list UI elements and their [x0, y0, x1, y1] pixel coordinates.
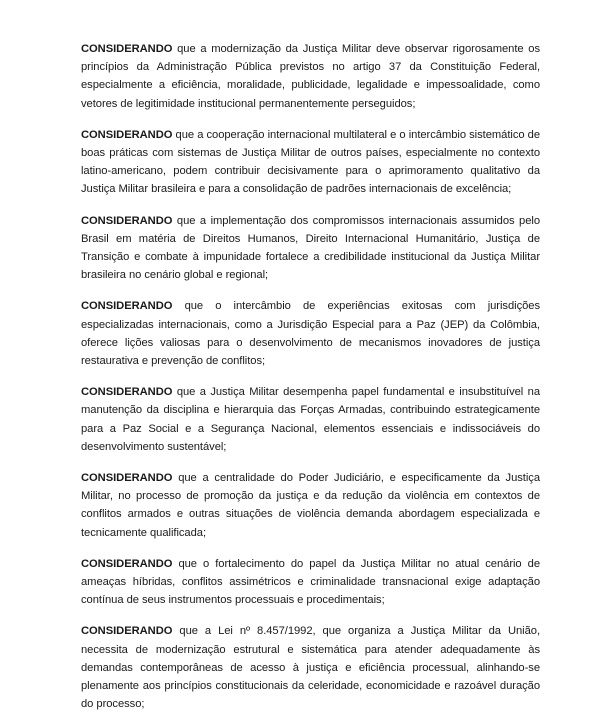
considerando-paragraph-4	[81, 297, 540, 370]
considerando-paragraph-6	[81, 469, 540, 542]
considerando-keyword: CONSIDERANDO	[81, 128, 173, 141]
paragraph-text: que o intercâmbio de experiências exitosas com jurisdições especializadas internacionais, como a Jurisdição Especial para a Paz (JEP) da Colômbia, oferece lições valiosas para o desenvolvimento de mecanismos inovadores de justiça restaurativa e prevenção de conflitos;	[81, 300, 541, 368]
considerando-keyword: CONSIDERANDO	[81, 625, 173, 638]
paragraph-text: que a implementação dos compromissos internacionais assumidos pelo Brasil em matéria de Direitos Humanos, Direito Internacional Humanitário, Justiça de Transição e combate à impunidade fortalece a credibilidade institucional da Justiça Militar brasileira no cenário global e regional;	[81, 214, 540, 282]
considerando-paragraph-8	[81, 622, 540, 713]
considerando-paragraph-5	[81, 383, 540, 456]
paragraph-text: que a Justiça Militar desempenha papel fundamental e insubstituível na manutenção da disciplina e hierarquia das Forças Armadas, contribuindo estrategicamente para a Paz Social e a Segurança Nacional, elementos essenciais e indissociáveis do desenvolvimento sustentável;	[81, 386, 540, 453]
considerando-paragraph-3	[81, 212, 540, 285]
considerando-paragraph-1	[81, 40, 540, 113]
considerando-keyword: CONSIDERANDO	[81, 300, 173, 313]
considerando-keyword: CONSIDERANDO	[81, 472, 173, 485]
paragraph-text: que o fortalecimento do papel da Justiça Militar no atual cenário de ameaças híbridas, conflitos assimétricos e criminalidade transnacional exige adaptação contínua de seus instrumentos processuais e procedimentais;	[81, 557, 540, 607]
paragraph-text: que a centralidade do Poder Judiciário, e especificamente da Justiça Militar, no processo de promoção da justiça e da redução da violência em contextos de conflitos armados e outras situações de violência demanda abordagem especializada e tecnicamente qualificada;	[81, 472, 541, 539]
paragraph-text: que a cooperação internacional multilateral e o intercâmbio sistemático de boas práticas com sistemas de Justiça Militar de outros países, especialmente no contexto latino-americano, podem contribuir decisivamente para o aprimoramento qualitativo da Justiça Militar brasileira e para a consolidação de padrões internacionais de excelência;	[81, 128, 541, 196]
paragraph-text: que a Lei nº 8.457/1992, que organiza a Justiça Militar da União, necessita de modernização estrutural e sistemática para atender adequadamente às demandas contemporâneas de acesso à justiça e eficiência processual, alinhando-se plenamente aos princípios constitucionais da celeridade, economicidade e razoável duração do processo;	[81, 625, 541, 711]
considerando-keyword: CONSIDERANDO	[81, 214, 173, 227]
considerando-paragraph-7	[81, 555, 540, 610]
paragraph-text: que a modernização da Justiça Militar deve observar rigorosamente os princípios da Administração Pública previstos no artigo 37 da Constituição Federal, especialmente a eficiência, moralidade, publicidade, legalidade e impessoalidade, como vetores de legitimidade institucional permanentemente perseguidos;	[81, 43, 540, 110]
document-page	[81, 40, 540, 727]
considerando-paragraph-2	[81, 126, 540, 199]
considerando-keyword: CONSIDERANDO	[81, 386, 173, 399]
considerando-keyword: CONSIDERANDO	[81, 557, 173, 570]
considerando-keyword: CONSIDERANDO	[81, 43, 173, 55]
